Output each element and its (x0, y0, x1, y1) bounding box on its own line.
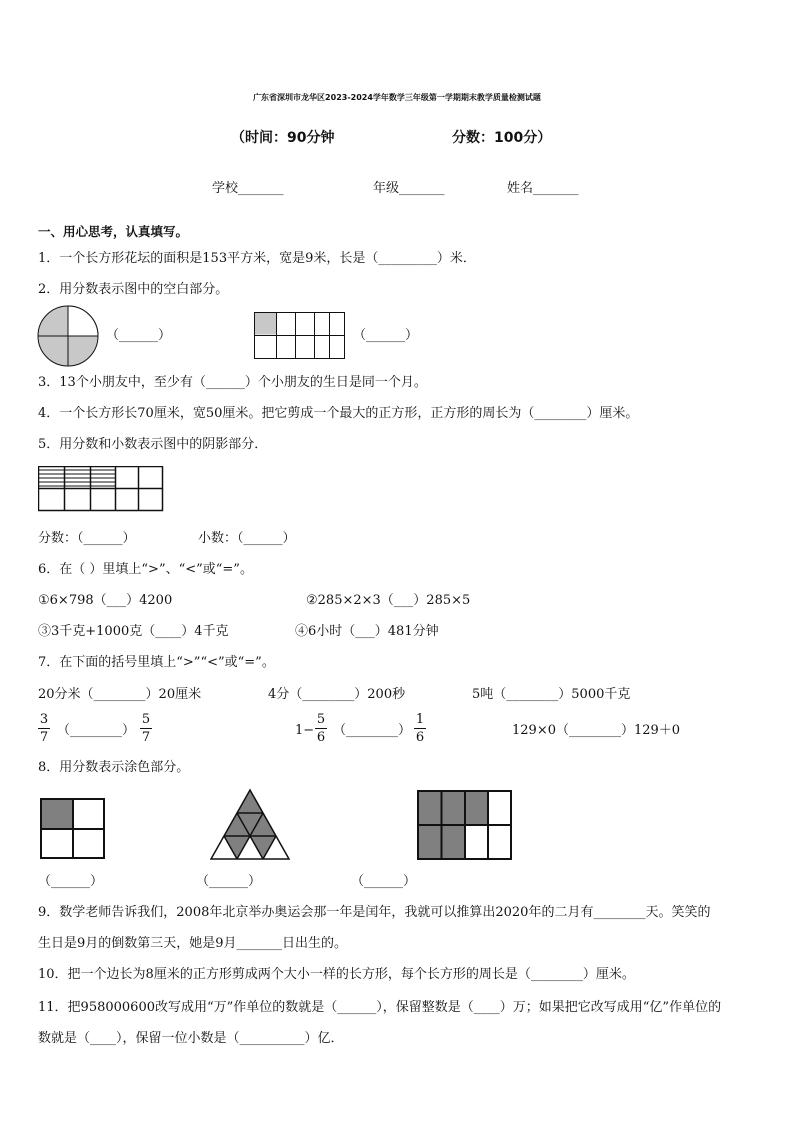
q7-item-1[interactable]: 20分米（________）20厘米 (38, 687, 202, 702)
q2-grid-figure (254, 312, 346, 360)
question-5: 5．用分数和小数表示图中的阴影部分． (38, 437, 268, 452)
q7-item-2[interactable]: 4分（________）200秒 (268, 687, 406, 702)
q8-fig2-shaded (224, 836, 250, 859)
question-11-line-2: 数就是（____），保留一位小数是（__________）亿． (38, 1031, 344, 1046)
score-info: 分数：100分） (452, 130, 552, 146)
numerator: 5 (141, 712, 151, 727)
fraction-bar (414, 728, 426, 729)
name-field: 姓名_______ (507, 181, 579, 196)
q7-blank-c[interactable]: （________） (333, 723, 412, 738)
q8-figure-3 (417, 790, 513, 860)
q8-blank-3[interactable]: （______） (351, 874, 417, 889)
q8-figure-2 (210, 788, 292, 860)
q8-blank-2[interactable]: （______） (196, 874, 262, 889)
q7-expr-c: 1− (295, 723, 315, 738)
fraction-bar (140, 728, 152, 729)
q6-item-2[interactable]: ②285×2×3（___）285×5 (306, 593, 471, 608)
numerator: 1 (415, 712, 425, 727)
q7-item-e[interactable]: 129×0（________）129＋0 (512, 723, 681, 738)
fraction-bar (315, 728, 327, 729)
q6-item-4[interactable]: ④6小时（___）481分钟 (295, 624, 439, 639)
page-title: 广东省深圳市龙华区2023-2024学年数学三年级第一学期期末教学质量检测试题 (253, 93, 541, 102)
q5-shaded-cells (39, 470, 115, 486)
denominator: 7 (141, 730, 151, 745)
q7-blank-a[interactable]: （________） (57, 723, 136, 738)
numerator: 3 (39, 712, 49, 727)
question-2: 2．用分数表示图中的空白部分。 (38, 282, 229, 297)
question-8: 8．用分数表示涂色部分。 (38, 760, 190, 775)
time-info: （时间：90分钟 (231, 130, 335, 146)
question-11-line-1: 11．把958000600改写成用“万”作单位的数就是（______），保留整数是（____）万；如果把它改写成用“亿”作单位的 (38, 1000, 722, 1015)
q7-item-3[interactable]: 5吨（________）5000千克 (472, 687, 631, 702)
numerator: 5 (316, 712, 326, 727)
q8-figure-1 (40, 798, 106, 860)
q6-item-3[interactable]: ③3千克+1000克（____）4千克 (38, 624, 229, 639)
denominator: 6 (316, 730, 326, 745)
grade-field: 年级_______ (373, 181, 445, 196)
question-9-line-2: 生日是9月的倒数第三天，她是9月_______日出生的。 (38, 936, 348, 951)
q6-item-1[interactable]: ①6×798（___）4200 (38, 593, 173, 608)
q8-blank-1[interactable]: （______） (38, 874, 104, 889)
denominator: 7 (39, 730, 49, 745)
q8-fig2-shaded (237, 790, 263, 813)
question-1: 1．一个长方形花坛的面积是153平方米，宽是9米，长是（_________）米． (38, 251, 476, 266)
q7-fraction-a (38, 712, 50, 745)
q2-blank-2[interactable]: （______） (353, 328, 419, 343)
q2-blank-quarter (68, 306, 98, 336)
q8-fig3-shaded (418, 791, 488, 825)
question-4: 4．一个长方形长70厘米，宽50厘米。把它剪成一个最大的正方形，正方形的周长为（________）厘米。 (38, 406, 639, 421)
fraction-bar (38, 728, 50, 729)
q5-decimal-blank[interactable]: 小数：（______） (198, 531, 296, 546)
q2-circle-figure (37, 305, 103, 367)
section-title: 一、用心思考，认真填写。 (38, 224, 189, 239)
question-9-line-1: 9．数学老师告诉我们，2008年北京举办奥运会那一年是闰年，我就可以推算出2020年的二月有________天。笑笑的 (38, 905, 711, 920)
q8-fig1-shaded (41, 799, 73, 829)
question-6: 6．在（ ）里填上“>”、“<”或“=”。 (38, 562, 253, 577)
q7-fraction-c (315, 712, 327, 745)
q8-fig2-shaded (250, 836, 276, 859)
denominator: 6 (415, 730, 425, 745)
q2-grid-shaded-cell (255, 313, 277, 335)
school-field: 学校_______ (212, 181, 284, 196)
question-10: 10．把一个边长为8厘米的正方形剪成两个大小一样的长方形，每个长方形的周长是（________）厘米。 (38, 967, 635, 982)
q7-fraction-d (414, 712, 426, 745)
question-3: 3．13个小朋友中，至少有（______）个小朋友的生日是同一个月。 (38, 375, 427, 390)
q5-grid-figure (38, 466, 164, 512)
q5-fraction-blank[interactable]: 分数：（______） (38, 531, 136, 546)
question-7: 7．在下面的括号里填上“>”“<”或“=”。 (38, 655, 275, 670)
q7-fraction-b (140, 712, 152, 745)
q2-blank-1[interactable]: （______） (106, 328, 172, 343)
